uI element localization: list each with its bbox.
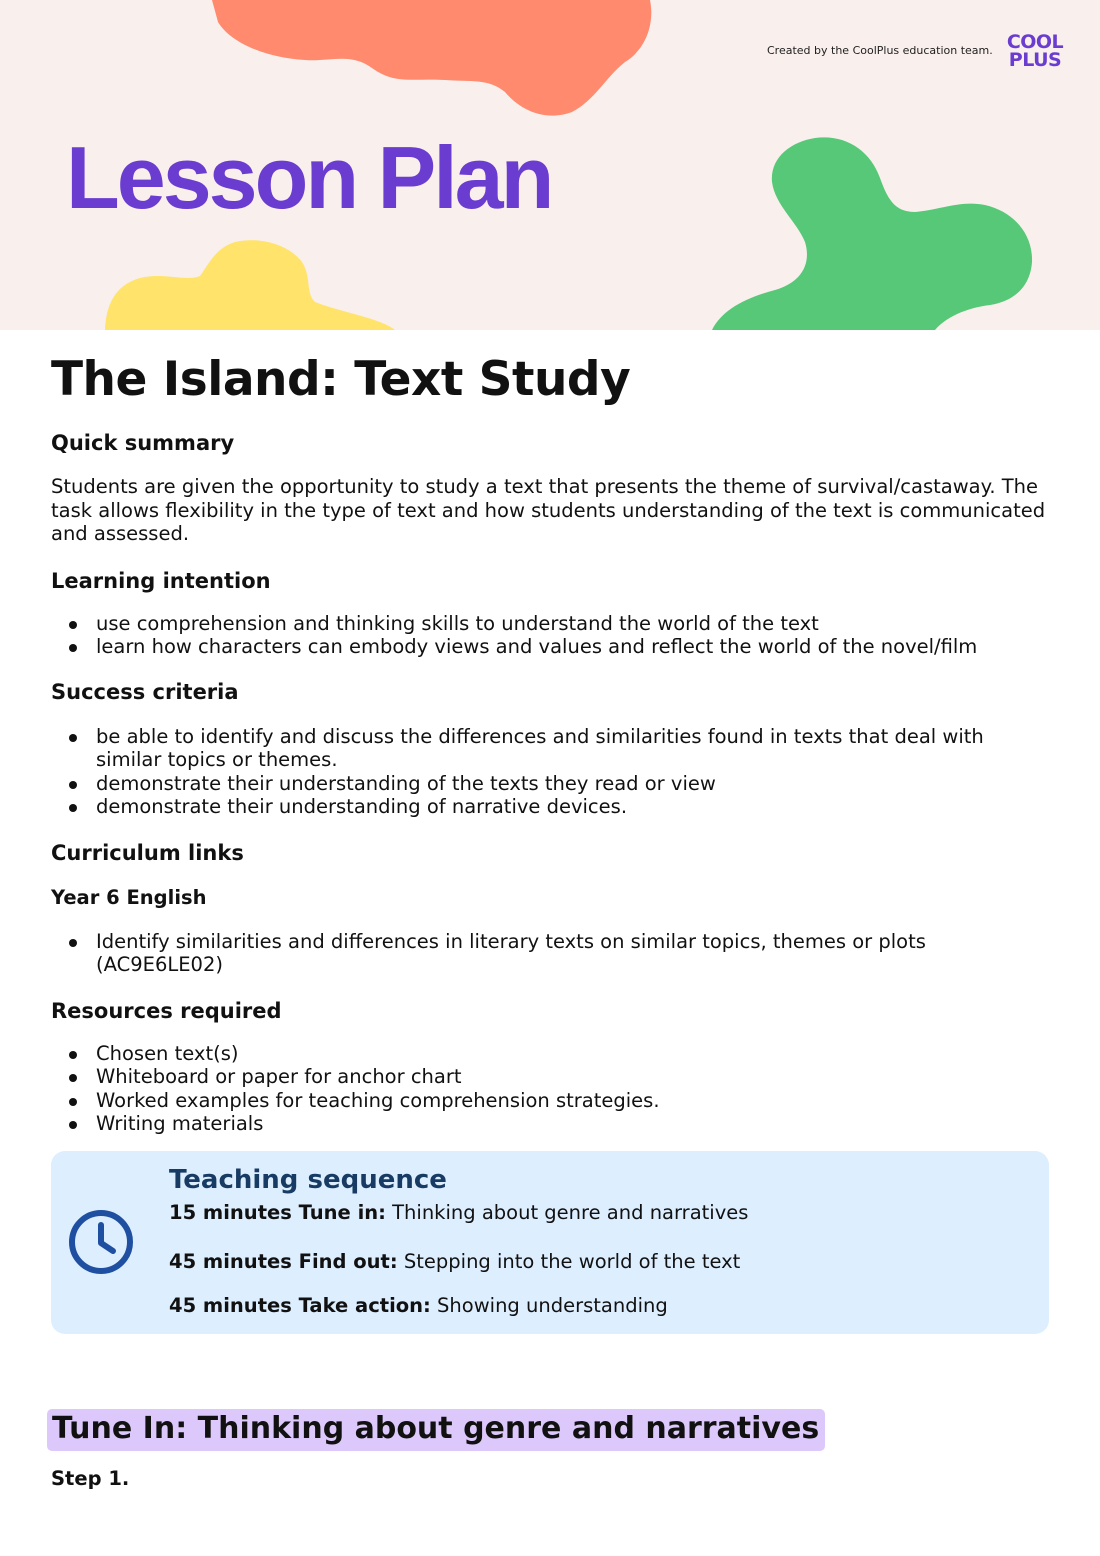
resources-list [51, 1042, 1051, 1136]
list-item: Identify similarities and differences in literary texts on similar topics, themes or plots (AC9E6LE02) [51, 930, 1051, 977]
logo-line-plus: PLUS [1008, 49, 1062, 71]
quick-summary-heading: Quick summary [51, 431, 235, 455]
success-criteria-list [51, 725, 1051, 819]
sequence-item [169, 1294, 668, 1317]
resources-heading: Resources required [51, 998, 282, 1023]
coolplus-logo [1003, 33, 1067, 69]
green-blob [712, 137, 1032, 330]
document-body [51, 350, 1051, 1136]
sequence-item [169, 1250, 740, 1273]
list-item: demonstrate their understanding of the texts they read or view [51, 772, 1051, 796]
sequence-item [169, 1201, 748, 1224]
quick-summary-text: Students are given the opportunity to study a text that presents the theme of survival/castaway. The task allows flexibility in the type of text and how students understanding of the text is communicated and assessed. [51, 475, 1046, 545]
list-item: learn how characters can embody views and values and reflect the world of the novel/film [51, 635, 1051, 659]
success-criteria-heading: Success criteria [51, 679, 239, 704]
coral-blob [212, 0, 651, 116]
curriculum-subheading: Year 6 English [51, 885, 207, 909]
clock-icon [68, 1209, 134, 1275]
logo-line-cool: COOL [1006, 31, 1064, 53]
list-item: Writing materials [51, 1112, 1051, 1136]
banner-title: Lesson Plan [66, 128, 552, 227]
list-item: Chosen text(s) [51, 1042, 1051, 1066]
sequence-item-label: 45 minutes Find out: [169, 1250, 398, 1273]
list-item: Whiteboard or paper for anchor chart [51, 1065, 1051, 1089]
learning-intention-heading: Learning intention [51, 568, 271, 593]
learning-intention-list [51, 612, 1051, 659]
teaching-sequence-box [51, 1151, 1049, 1334]
list-item: be able to identify and discuss the differences and similarities found in texts that deal with similar topics or themes. [51, 725, 1051, 772]
teaching-sequence-title: Teaching sequence [169, 1165, 447, 1195]
document-title: The Island: Text Study [51, 352, 631, 407]
step-label: Step 1. [51, 1467, 130, 1490]
sequence-item-text: Showing understanding [430, 1294, 668, 1317]
sequence-item-text: Thinking about genre and narratives [385, 1201, 749, 1224]
sequence-item-label: 15 minutes Tune in: [169, 1201, 386, 1224]
credit-text: Created by the CoolPlus education team. [767, 44, 993, 57]
list-item: demonstrate their understanding of narrative devices. [51, 795, 1051, 819]
sequence-item-label: 45 minutes Take action: [169, 1294, 431, 1317]
yellow-blob [105, 240, 395, 330]
curriculum-list [51, 930, 1051, 977]
list-item: Worked examples for teaching comprehension strategies. [51, 1089, 1051, 1113]
curriculum-links-heading: Curriculum links [51, 840, 244, 865]
header-banner [0, 0, 1100, 330]
list-item: use comprehension and thinking skills to understand the world of the text [51, 612, 1051, 636]
tune-in-heading: Tune In: Thinking about genre and narratives [47, 1409, 825, 1451]
sequence-item-text: Stepping into the world of the text [397, 1250, 741, 1273]
